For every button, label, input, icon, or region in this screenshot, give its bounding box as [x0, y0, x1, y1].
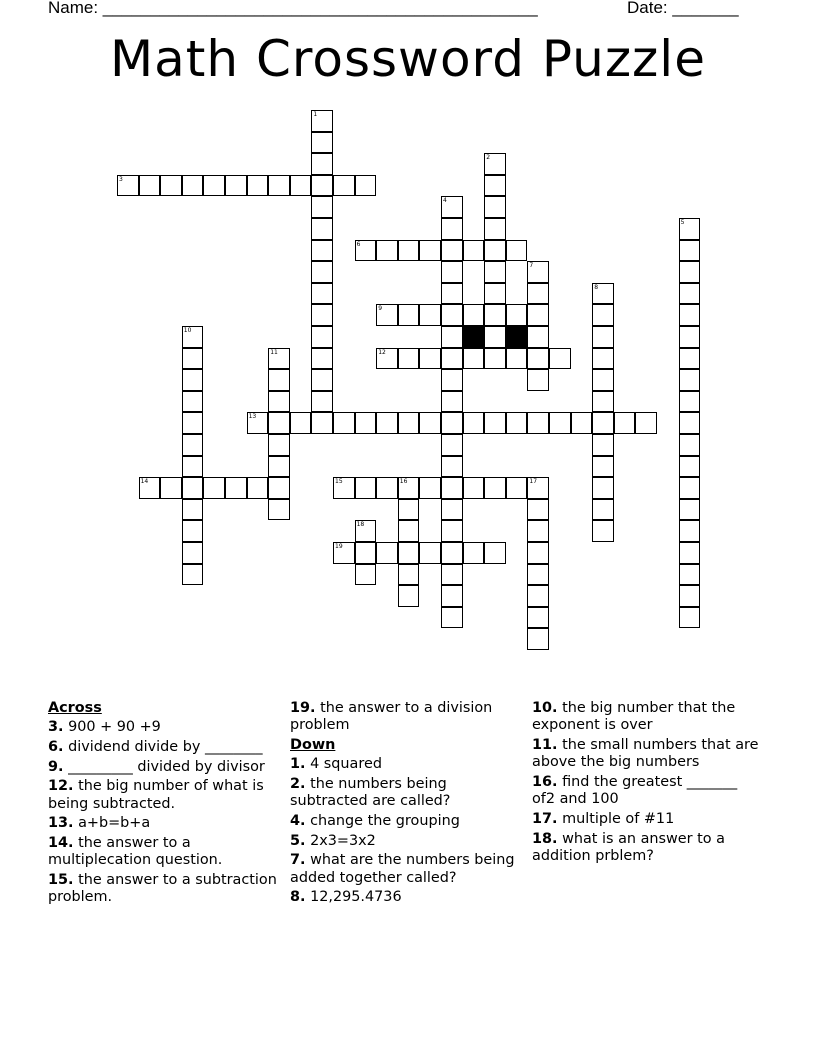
clue-item: 16. find the greatest _______ of2 and 100: [532, 773, 738, 808]
grid-cell[interactable]: [398, 585, 420, 607]
grid-cell[interactable]: [419, 477, 441, 499]
grid-cell[interactable]: [592, 477, 614, 499]
grid-cell[interactable]: [592, 456, 614, 478]
grid-cell[interactable]: [506, 477, 528, 499]
grid-cell[interactable]: [311, 261, 333, 283]
grid-cell[interactable]: [441, 542, 463, 564]
across-heading: Across: [48, 700, 102, 716]
clue-item-number: 9: [48, 758, 59, 775]
clue-item-number: 14: [48, 835, 69, 852]
grid-cell[interactable]: [311, 369, 333, 391]
grid-cell[interactable]: [182, 412, 204, 434]
grid-cell[interactable]: [355, 240, 377, 262]
grid-cell[interactable]: [247, 412, 269, 434]
grid-cell[interactable]: [203, 477, 225, 499]
grid-cell[interactable]: [290, 412, 312, 434]
grid-cell[interactable]: [311, 283, 333, 305]
grid-cell[interactable]: [441, 585, 463, 607]
grid-cell[interactable]: [484, 326, 506, 348]
grid-cell[interactable]: [398, 240, 420, 262]
page-title: Math Crossword Puzzle: [110, 30, 706, 88]
grid-cell[interactable]: [527, 607, 549, 629]
grid-cell[interactable]: [182, 326, 204, 348]
grid-cell[interactable]: [679, 326, 701, 348]
clue-item: 19. the answer to a division problem: [290, 700, 493, 734]
grid-cell[interactable]: [484, 218, 506, 240]
clue-number: 7: [529, 262, 534, 270]
grid-cell[interactable]: [182, 434, 204, 456]
clue-item: 11. the small numbers that are above the big numbers: [532, 736, 759, 771]
grid-cell[interactable]: [311, 196, 333, 218]
grid-cell[interactable]: [679, 304, 701, 326]
black-cell: [506, 326, 528, 348]
grid-cell[interactable]: [419, 348, 441, 370]
grid-cell[interactable]: [139, 477, 161, 499]
grid-cell[interactable]: [484, 240, 506, 262]
grid-cell[interactable]: [679, 456, 701, 478]
grid-cell[interactable]: [376, 412, 398, 434]
grid-cell[interactable]: [592, 348, 614, 370]
clue-item-number: 10: [532, 700, 553, 716]
grid-cell[interactable]: [463, 240, 485, 262]
grid-cell[interactable]: [463, 348, 485, 370]
clue-item-text: change the grouping: [310, 812, 460, 829]
grid-cell[interactable]: [290, 175, 312, 197]
grid-cell[interactable]: [441, 456, 463, 478]
grid-cell[interactable]: [484, 304, 506, 326]
grid-cell[interactable]: [398, 542, 420, 564]
grid-cell[interactable]: [311, 153, 333, 175]
clue-item-number: 5: [290, 832, 301, 849]
grid-cell[interactable]: [268, 412, 290, 434]
grid-cell[interactable]: [333, 477, 355, 499]
grid-cell[interactable]: [311, 110, 333, 132]
clue-item-text: the answer to a division problem: [290, 700, 493, 734]
grid-cell[interactable]: [268, 456, 290, 478]
clue-item: 14. the answer to a multiplecation question.: [48, 835, 223, 869]
grid-cell[interactable]: [592, 520, 614, 542]
grid-cell[interactable]: [441, 326, 463, 348]
grid-cell[interactable]: [333, 175, 355, 197]
grid-cell[interactable]: [463, 304, 485, 326]
grid-cell[interactable]: [333, 412, 355, 434]
clue-item: 5. 2x3=3x2: [290, 832, 376, 849]
grid-cell[interactable]: [182, 456, 204, 478]
grid-cell[interactable]: [311, 412, 333, 434]
grid-cell[interactable]: [247, 175, 269, 197]
grid-cell[interactable]: [679, 348, 701, 370]
clue-column-1: [48, 700, 278, 909]
grid-cell[interactable]: [398, 304, 420, 326]
clue-item-text: 2x3=3x2: [310, 832, 376, 849]
grid-cell[interactable]: [182, 564, 204, 586]
clue-number: 12: [378, 348, 386, 356]
clue-item-text: 4 squared: [310, 756, 382, 773]
grid-cell[interactable]: [355, 412, 377, 434]
clue-number: 19: [335, 543, 343, 550]
clue-item-text: 900 + 90 +9: [68, 719, 161, 736]
grid-cell[interactable]: [679, 477, 701, 499]
grid-cell[interactable]: [355, 542, 377, 564]
grid-cell[interactable]: [203, 175, 225, 197]
grid-cell[interactable]: [268, 391, 290, 413]
grid-cell[interactable]: [441, 477, 463, 499]
grid-cell[interactable]: [592, 434, 614, 456]
clue-item-text: the numbers being subtracted are called?: [290, 775, 451, 810]
grid-cell[interactable]: [527, 499, 549, 521]
grid-cell[interactable]: [182, 391, 204, 413]
grid-cell[interactable]: [441, 304, 463, 326]
grid-cell[interactable]: [679, 261, 701, 283]
clue-column-2: [290, 700, 526, 909]
grid-cell[interactable]: [441, 369, 463, 391]
grid-cell[interactable]: [419, 412, 441, 434]
grid-cell[interactable]: [592, 369, 614, 391]
clue-item-number: 6: [48, 738, 59, 755]
grid-cell[interactable]: [527, 261, 549, 283]
clue-item: 8. 12,295.4736: [290, 889, 402, 906]
clue-item-number: 2: [290, 775, 301, 792]
grid-cell[interactable]: [527, 542, 549, 564]
grid-cell[interactable]: [441, 391, 463, 413]
grid-cell[interactable]: [355, 520, 377, 542]
grid-cell[interactable]: [527, 412, 549, 434]
grid-cell[interactable]: [679, 240, 701, 262]
clue-number: 18: [356, 521, 365, 529]
grid-cell[interactable]: [182, 369, 204, 391]
clue-item: 4. change the grouping: [290, 812, 460, 829]
grid-cell[interactable]: [549, 348, 571, 370]
grid-cell[interactable]: [225, 175, 247, 197]
clue-item: 17. multiple of #11: [532, 810, 675, 827]
clue-item-text: the answer to a subtraction problem.: [48, 872, 277, 906]
clue-number: 17: [529, 478, 538, 486]
grid-cell[interactable]: [376, 304, 398, 326]
grid-cell[interactable]: [484, 196, 506, 218]
grid-cell[interactable]: [355, 477, 377, 499]
grid-cell[interactable]: [311, 348, 333, 370]
grid-cell[interactable]: [398, 499, 420, 521]
clue-number: 11: [270, 348, 278, 356]
clue-item: 6. dividend divide by ________: [48, 738, 263, 755]
clue-item-text: _________ divided by divisor: [68, 758, 265, 775]
clue-item-text: a+b=b+a: [78, 815, 151, 832]
grid-cell[interactable]: [376, 477, 398, 499]
grid-cell[interactable]: [441, 499, 463, 521]
grid-cell[interactable]: [484, 348, 506, 370]
clue-item: 9. _________ divided by divisor: [48, 758, 265, 775]
clue-item-text: dividend divide by ________: [68, 738, 263, 755]
grid-cell[interactable]: [679, 499, 701, 521]
grid-cell[interactable]: [225, 477, 247, 499]
clue-item-text: the answer to a multiplecation question.: [48, 835, 223, 869]
grid-cell[interactable]: [311, 218, 333, 240]
grid-cell[interactable]: [592, 499, 614, 521]
clue-item: 12. the big number of what is being subtracted.: [48, 778, 264, 812]
grid-cell[interactable]: [592, 283, 614, 305]
clue-number: 14: [140, 478, 149, 486]
grid-cell[interactable]: [484, 283, 506, 305]
clue-item-number: 12: [48, 778, 69, 795]
clue-item-text: the big number of what is being subtracted.: [48, 778, 264, 812]
clue-item: 15. the answer to a subtraction problem.: [48, 872, 277, 906]
grid-cell[interactable]: [311, 326, 333, 348]
grid-cell[interactable]: [333, 542, 355, 564]
grid-cell[interactable]: [182, 499, 204, 521]
clue-item: 2. the numbers being subtracted are called?: [290, 775, 451, 810]
name-field[interactable]: Name: ______________________________________________: [48, 0, 538, 17]
grid-cell[interactable]: [679, 434, 701, 456]
grid-cell[interactable]: [398, 412, 420, 434]
clue-item-text: what are the numbers being added together called?: [290, 852, 515, 886]
grid-cell[interactable]: [355, 564, 377, 586]
clue-item-number: 16: [532, 773, 553, 790]
grid-cell[interactable]: [506, 348, 528, 370]
clue-item: 7. what are the numbers being added together called?: [290, 852, 515, 886]
grid-cell[interactable]: [311, 304, 333, 326]
grid-cell[interactable]: [398, 348, 420, 370]
grid-cell[interactable]: [571, 412, 593, 434]
grid-cell[interactable]: [182, 348, 204, 370]
clue-column-3: [532, 700, 762, 868]
down-heading: Down: [290, 736, 336, 753]
grid-cell[interactable]: [268, 175, 290, 197]
clue-item-text: the big number that the exponent is over: [532, 700, 736, 734]
grid-cell[interactable]: [139, 175, 161, 197]
grid-cell[interactable]: [311, 240, 333, 262]
clue-item-text: what is an answer to a addition prblem?: [532, 830, 725, 864]
grid-cell[interactable]: [506, 304, 528, 326]
grid-cell[interactable]: [376, 348, 398, 370]
grid-cell[interactable]: [441, 261, 463, 283]
grid-cell[interactable]: [463, 542, 485, 564]
grid-cell[interactable]: [484, 261, 506, 283]
grid-cell[interactable]: [527, 520, 549, 542]
grid-cell[interactable]: [484, 542, 506, 564]
grid-cell[interactable]: [679, 520, 701, 542]
clue-item-text: 12,295.4736: [310, 889, 402, 906]
clue-item-number: 3: [48, 719, 59, 736]
clue-item-number: 1: [290, 756, 301, 773]
grid-cell[interactable]: [506, 412, 528, 434]
clue-item-text: the small numbers that are above the big numbers: [532, 736, 759, 771]
grid-cell[interactable]: [355, 175, 377, 197]
grid-cell[interactable]: [376, 542, 398, 564]
black-cell: [463, 326, 485, 348]
grid-cell[interactable]: [635, 412, 657, 434]
clue-number: 4: [443, 197, 447, 205]
grid-cell[interactable]: [527, 326, 549, 348]
clue-item: 13. a+b=b+a: [48, 815, 151, 832]
clue-item-number: 17: [532, 810, 553, 827]
clue-number: 9: [378, 305, 383, 313]
grid-cell[interactable]: [160, 477, 182, 499]
clue-item-number: 13: [48, 815, 69, 832]
grid-cell[interactable]: [679, 585, 701, 607]
grid-cell[interactable]: [527, 304, 549, 326]
grid-cell[interactable]: [182, 520, 204, 542]
grid-cell[interactable]: [441, 218, 463, 240]
grid-cell[interactable]: [441, 412, 463, 434]
grid-cell[interactable]: [268, 477, 290, 499]
clue-item: 18. what is an answer to a addition prblem?: [532, 830, 725, 864]
grid-cell[interactable]: [592, 391, 614, 413]
grid-cell[interactable]: [419, 240, 441, 262]
clue-item: 1. 4 squared: [290, 756, 382, 773]
grid-cell[interactable]: [311, 132, 333, 154]
grid-cell[interactable]: [398, 520, 420, 542]
grid-cell[interactable]: [679, 412, 701, 434]
grid-cell[interactable]: [268, 348, 290, 370]
clue-number: 1: [313, 111, 318, 118]
clue-item-number: 18: [532, 830, 553, 847]
grid-cell[interactable]: [398, 477, 420, 499]
clue-number: 6: [356, 240, 361, 248]
grid-cell[interactable]: [527, 283, 549, 305]
grid-cell[interactable]: [484, 153, 506, 175]
clue-number: 16: [399, 478, 408, 486]
grid-cell[interactable]: [527, 628, 549, 650]
grid-cell[interactable]: [441, 520, 463, 542]
grid-cell[interactable]: [268, 434, 290, 456]
grid-cell[interactable]: [484, 477, 506, 499]
grid-cell[interactable]: [679, 283, 701, 305]
grid-cell[interactable]: [441, 240, 463, 262]
clue-number: 15: [335, 478, 343, 486]
grid-cell[interactable]: [506, 240, 528, 262]
grid-cell[interactable]: [311, 175, 333, 197]
clue-item-number: 15: [48, 872, 69, 889]
clue-number: 5: [680, 219, 685, 226]
grid-cell[interactable]: [527, 369, 549, 391]
grid-cell[interactable]: [549, 412, 571, 434]
grid-cell[interactable]: [117, 175, 139, 197]
grid-cell[interactable]: [441, 348, 463, 370]
grid-cell[interactable]: [398, 564, 420, 586]
clue-item-text: find the greatest _______ of2 and 100: [532, 773, 738, 808]
grid-cell[interactable]: [419, 542, 441, 564]
clue-number: 8: [594, 283, 599, 291]
grid-cell[interactable]: [527, 585, 549, 607]
grid-cell[interactable]: [592, 326, 614, 348]
grid-cell[interactable]: [441, 196, 463, 218]
grid-cell[interactable]: [592, 304, 614, 326]
grid-cell[interactable]: [441, 283, 463, 305]
grid-cell[interactable]: [614, 412, 636, 434]
clue-item-text: multiple of #11: [562, 810, 675, 827]
clue-item-number: 19: [290, 700, 311, 716]
grid-cell[interactable]: [376, 240, 398, 262]
grid-cell[interactable]: [679, 369, 701, 391]
grid-cell[interactable]: [247, 477, 269, 499]
grid-cell[interactable]: [484, 412, 506, 434]
grid-cell[interactable]: [441, 564, 463, 586]
grid-cell[interactable]: [527, 477, 549, 499]
clue-item-number: 4: [290, 812, 301, 829]
clue-item-number: 7: [290, 852, 301, 869]
grid-cell[interactable]: [679, 607, 701, 629]
clue-number: 3: [119, 175, 123, 183]
clue-item-number: 11: [532, 736, 553, 753]
clue-number: 10: [183, 327, 192, 334]
grid-cell[interactable]: [527, 348, 549, 370]
clue-item-number: 8: [290, 889, 301, 906]
grid-cell[interactable]: [268, 499, 290, 521]
date-field[interactable]: Date: _______: [627, 0, 739, 17]
grid-cell[interactable]: [679, 564, 701, 586]
grid-cell[interactable]: [484, 175, 506, 197]
grid-cell[interactable]: [311, 391, 333, 413]
grid-cell[interactable]: [441, 434, 463, 456]
clue-item: 10. the big number that the exponent is over: [532, 700, 736, 734]
grid-cell[interactable]: [463, 477, 485, 499]
grid-cell[interactable]: [592, 412, 614, 434]
grid-cell[interactable]: [182, 477, 204, 499]
grid-cell[interactable]: [679, 218, 701, 240]
clue-item: 3. 900 + 90 +9: [48, 719, 161, 736]
grid-cell[interactable]: [268, 369, 290, 391]
grid-cell[interactable]: [160, 175, 182, 197]
grid-cell[interactable]: [182, 542, 204, 564]
grid-cell[interactable]: [679, 542, 701, 564]
clue-number: 13: [248, 413, 257, 421]
grid-cell[interactable]: [182, 175, 204, 197]
grid-cell[interactable]: [463, 412, 485, 434]
clue-number: 2: [486, 154, 491, 162]
grid-cell[interactable]: [527, 564, 549, 586]
grid-cell[interactable]: [441, 607, 463, 629]
grid-cell[interactable]: [419, 304, 441, 326]
grid-cell[interactable]: [679, 391, 701, 413]
